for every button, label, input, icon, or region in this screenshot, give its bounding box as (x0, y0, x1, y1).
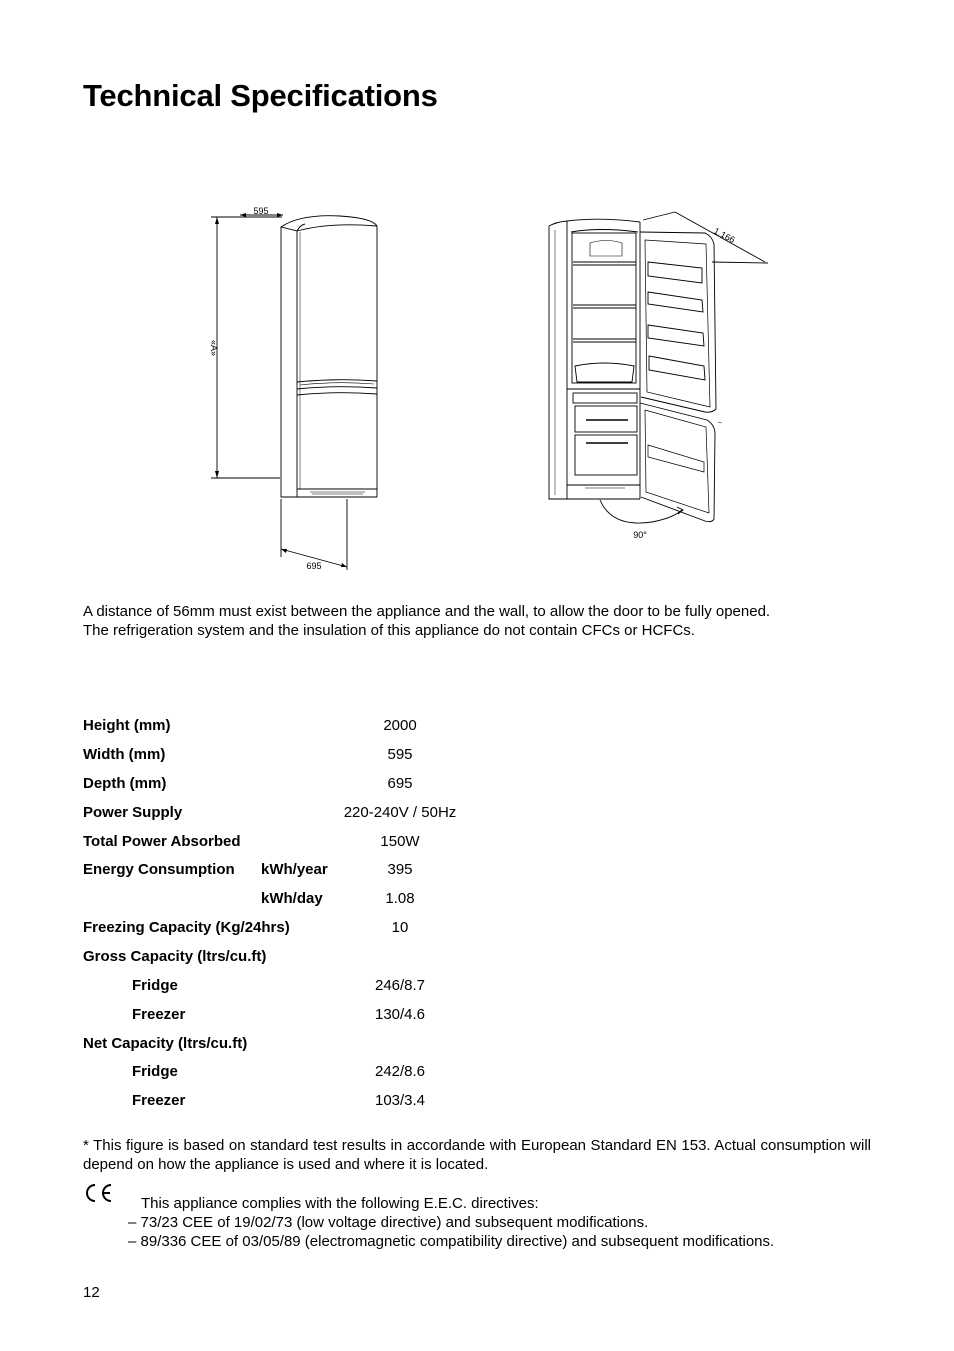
appliance-dimensions-figure (0, 0, 954, 600)
spec-value: 395 (387, 861, 413, 878)
ce-mark-icon (83, 1182, 115, 1204)
spec-label: Freezing Capacity (Kg/24hrs) (83, 919, 290, 936)
page-number: 12 (83, 1284, 100, 1301)
spec-row (83, 717, 583, 737)
spec-label: Total Power Absorbed (83, 833, 241, 850)
spec-value: 150W (380, 833, 420, 850)
spec-value: 103/3.4 (374, 1092, 426, 1109)
spec-row (83, 919, 583, 939)
directive-item: – 73/23 CEE of 19/02/73 (low voltage directive) and subsequent modifications. (128, 1214, 649, 1231)
spec-value: 695 (387, 775, 413, 792)
spec-label: Height (mm) (83, 717, 171, 734)
eec-directives (128, 1194, 774, 1251)
cfc-note: The refrigeration system and the insulation of this appliance do not contain CFCs or HCFCs. (83, 622, 695, 639)
energy-footnote: * This figure is based on standard test results in accordande with European Standard EN 153. Actual consumption will depend on how the appliance is used and where it is located. (83, 1137, 871, 1173)
spec-section-heading (83, 1035, 583, 1055)
spec-row (83, 861, 583, 881)
spec-value: 2000 (383, 717, 417, 734)
page-title: Technical Specifications (83, 78, 438, 113)
spec-label: Fridge (132, 1063, 178, 1080)
spec-label: Freezer (132, 1006, 186, 1023)
spec-label: Energy Consumption (83, 861, 235, 878)
spec-label: Net Capacity (ltrs/cu.ft) (83, 1035, 248, 1052)
spec-value: 220-240V / 50Hz (343, 804, 457, 821)
spec-label: Width (mm) (83, 746, 166, 763)
spec-value: 10 (391, 919, 409, 936)
open-depth-dimension-label: 1.166 (712, 225, 737, 246)
spec-value: 242/8.6 (374, 1063, 426, 1080)
wall-distance-note: A distance of 56mm must exist between the appliance and the wall, to allow the door to be fully opened. (83, 603, 771, 620)
directive-item: – 89/336 CEE of 03/05/89 (electromagnetic compatibility directive) and subsequent modifications. (128, 1233, 775, 1250)
spec-row (83, 977, 583, 997)
spec-row (83, 775, 583, 795)
door-angle-label: 90° (633, 530, 647, 540)
spec-label: Fridge (132, 977, 178, 994)
spec-label: Gross Capacity (ltrs/cu.ft) (83, 948, 267, 965)
spec-section-heading (83, 948, 583, 968)
spec-label: Power Supply (83, 804, 183, 821)
width-dimension-label: 595 (253, 206, 269, 216)
spec-row (83, 890, 583, 910)
spec-value: 1.08 (385, 890, 415, 907)
directives-intro: This appliance complies with the following E.E.C. directives: (141, 1195, 539, 1212)
spec-row (83, 833, 583, 853)
spec-unit: kWh/day (261, 890, 323, 907)
installation-notes (83, 602, 770, 640)
height-dimension-label: «A» (209, 339, 219, 357)
spec-row (83, 746, 583, 766)
spec-unit: kWh/year (261, 861, 328, 878)
spec-row (83, 1063, 583, 1083)
depth-dimension-label: 695 (306, 561, 322, 571)
spec-value: 595 (387, 746, 413, 763)
spec-label: Freezer (132, 1092, 186, 1109)
spec-value: 246/8.7 (374, 977, 426, 994)
spec-row (83, 1092, 583, 1112)
spec-label: Depth (mm) (83, 775, 167, 792)
spec-value: 130/4.6 (374, 1006, 426, 1023)
spec-row (83, 1006, 583, 1026)
spec-row (83, 804, 583, 824)
